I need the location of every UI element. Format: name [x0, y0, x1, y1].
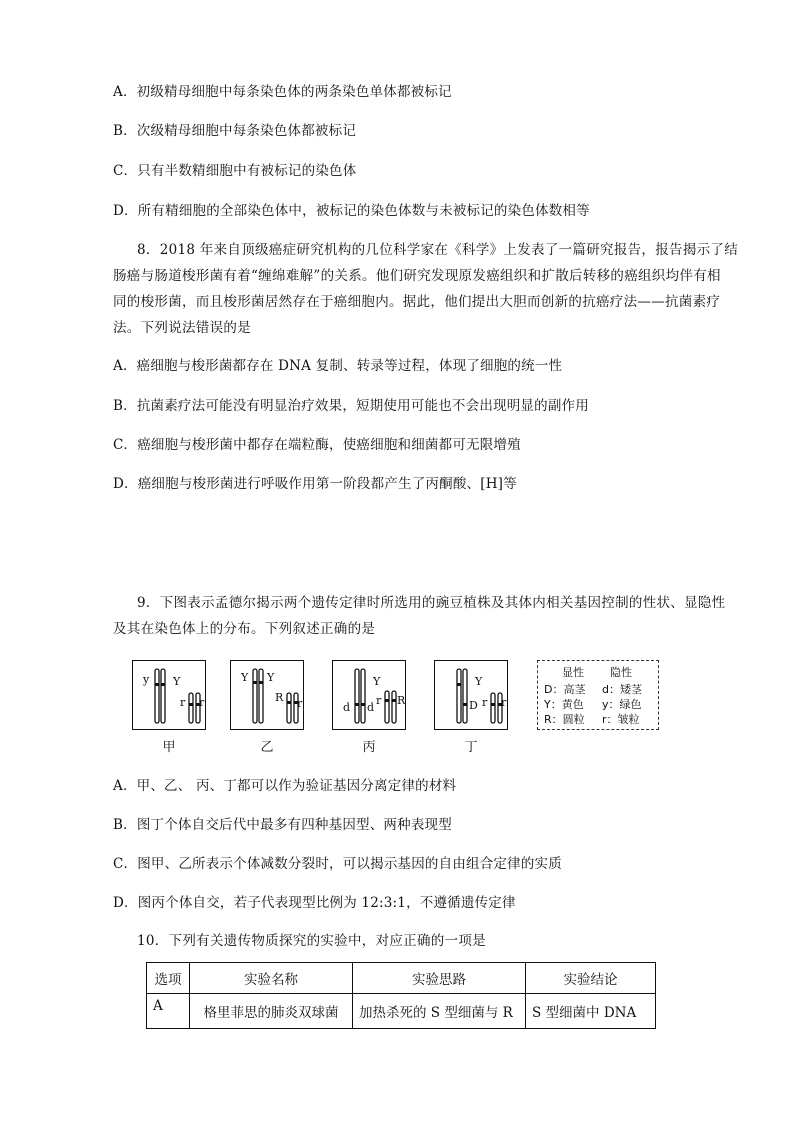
q9-stem-line-2: 及其在染色体上的分布。下列叙述正确的是 — [113, 621, 376, 637]
gene-label: d — [343, 701, 351, 714]
gene-label: r — [376, 694, 382, 707]
gene-label: d — [367, 701, 375, 714]
legend-item: D：高茎 — [544, 683, 586, 696]
gene-label: r — [297, 697, 303, 710]
q9-option-a: A．甲、乙、 丙、丁都可以作为验证基因分离定律的材料 — [113, 778, 457, 794]
table-header-cell: 实验结论 — [526, 963, 656, 994]
q7-option-a: A．初级精母细胞中每条染色体的两条染色单体都被标记 — [113, 84, 452, 100]
q10-table — [146, 962, 656, 1029]
q8-option-b: B．抗菌素疗法可能没有明显治疗效果，短期使用可能也不会出现明显的副作用 — [113, 398, 589, 414]
legend-item: d：矮茎 — [602, 683, 642, 696]
q9-option-d: D．图丙个体自交，若子代表现型比例为 12:3:1，不遵循遗传定律 — [113, 895, 516, 911]
q8-option-d: D．癌细胞与梭形菌进行呼吸作用第一阶段都产生了丙酮酸、[H]等 — [113, 476, 517, 492]
q9-option-b: B．图丁个体自交后代中最多有四种基因型、两种表现型 — [113, 817, 452, 833]
table-header-cell: 实验名称 — [190, 963, 353, 994]
q7-option-b: B．次级精母细胞中每条染色体都被标记 — [113, 123, 357, 139]
table-cell: 加热杀死的 S 型细菌与 R — [353, 994, 526, 1029]
gene-label: r — [501, 696, 507, 709]
q10-stem: 10．下列有关遗传物质探究的实验中，对应正确的一项是 — [137, 933, 486, 949]
table-cell: A — [147, 994, 190, 1029]
q8-stem-line-3: 同的梭形菌，而且梭形菌居然存在于癌细胞内。据此，他们提出大胆而创新的抗癌疗法——抗菌素疗 — [113, 294, 721, 310]
legend-item: R：圆粒 — [544, 713, 585, 726]
gene-label: D — [469, 699, 478, 712]
gene-label: R — [397, 694, 406, 707]
table-header-row — [147, 963, 656, 994]
q8-stem-line-4: 法。下列说法错误的是 — [113, 320, 251, 336]
table-header-cell: 选项 — [147, 963, 190, 994]
chromosome-figure — [132, 660, 662, 755]
q8-option-c: C．癌细胞与梭形菌中都存在端粒酶，使癌细胞和细菌都可无限增殖 — [113, 437, 521, 453]
q9-stem-line-1: 9．下图表示孟德尔揭示两个遗传定律时所选用的豌豆植株及其体内相关基因控制的性状、显隐性 — [137, 595, 726, 611]
gene-label: Y — [173, 675, 181, 688]
table-cell: 格里菲思的肺炎双球菌 — [190, 994, 353, 1029]
panel-label-jia: 甲 — [162, 740, 176, 755]
gene-label: Y — [373, 675, 381, 688]
gene-label: y — [143, 673, 150, 686]
gene-label: R — [275, 691, 284, 704]
gene-label: Y — [475, 675, 483, 688]
table-row — [147, 994, 656, 1029]
legend-recessive: 隐性 — [610, 666, 632, 679]
panel-yi — [230, 660, 304, 730]
gene-label: Y — [241, 671, 249, 684]
q7-option-c: C．只有半数精细胞中有被标记的染色体 — [113, 163, 357, 179]
legend-item: Y：黄色 — [544, 698, 584, 711]
q8-stem-line-1: 8．2018 年来自顶级癌症研究机构的几位科学家在《科学》上发表了一篇研究报告，报告揭示了结 — [137, 242, 739, 258]
gene-legend — [537, 660, 659, 730]
q8-option-a: A．癌细胞与梭形菌都存在 DNA 复制、转录等过程，体现了细胞的统一性 — [113, 358, 563, 374]
panel-label-bing: 丙 — [362, 740, 376, 755]
q8-stem-line-2: 肠癌与肠道梭形菌有着“缠绵难解”的关系。他们研究发现原发癌组织和扩散后转移的癌组织均伴有相 — [113, 268, 721, 284]
q9-option-c: C．图甲、乙所表示个体减数分裂时，可以揭示基因的自由组合定律的实质 — [113, 856, 562, 872]
panel-label-ding: 丁 — [464, 740, 478, 755]
gene-label: r — [180, 696, 186, 709]
panel-jia — [132, 660, 206, 730]
table-header-cell: 实验思路 — [353, 963, 526, 994]
panel-bing — [332, 660, 406, 730]
legend-item: y：绿色 — [602, 698, 642, 711]
legend-dominant: 显性 — [562, 666, 584, 679]
panel-ding — [434, 660, 508, 730]
gene-label: Y — [267, 671, 275, 684]
gene-label: r — [482, 696, 488, 709]
legend-item: r：皱粒 — [602, 713, 640, 726]
table-cell: S 型细菌中 DNA — [526, 994, 656, 1029]
gene-label: r — [199, 696, 205, 709]
panel-label-yi: 乙 — [260, 740, 274, 755]
q7-option-d: D．所有精细胞的全部染色体中，被标记的染色体数与未被标记的染色体数相等 — [113, 203, 590, 219]
